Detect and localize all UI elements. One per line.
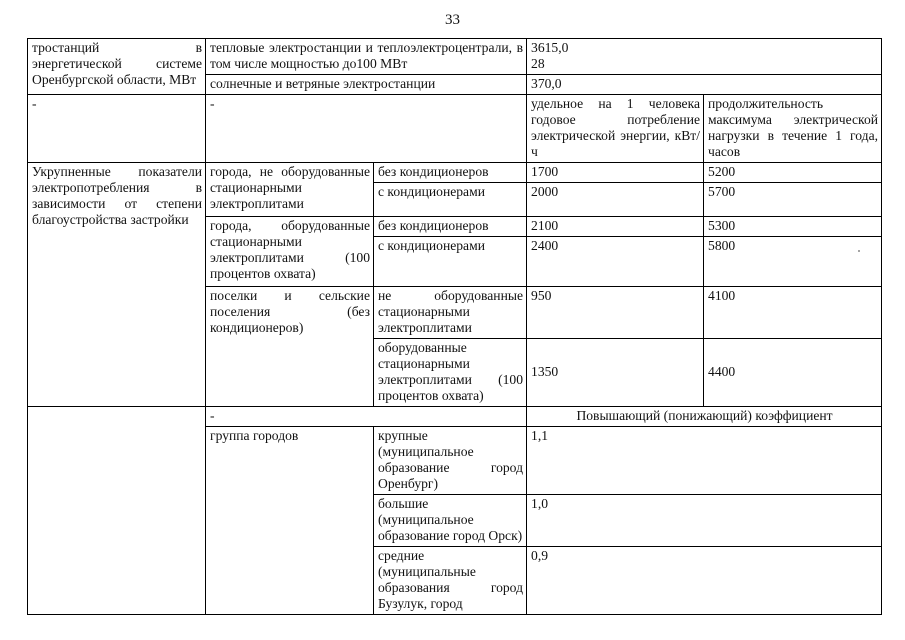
solar-wind-plants-value: 370,0 [527, 75, 882, 95]
group-type: без кондиционеров [374, 163, 527, 183]
consumption-column-header: удельное на 1 человека годовое потребление электрической энергии, кВт/ч [527, 95, 704, 163]
duration-value: 5200 [704, 163, 882, 183]
consumption-value: 950 [527, 287, 704, 339]
consumption-value: 2400 [527, 237, 704, 287]
group-name: города, оборудованные стационарными электроплитами (100 процентов охвата) [206, 217, 374, 287]
duration-value: 4400 [704, 339, 882, 407]
thermal-plants-value [527, 39, 882, 75]
duration-value: 5700 [704, 183, 882, 217]
power-plants-label: тростанций в энергетической системе Оренбургской области, МВт [28, 39, 206, 95]
consumption-value: 2000 [527, 183, 704, 217]
coefficient-value: 1,1 [527, 427, 882, 495]
consolidated-indicators-label: Укрупненные показатели электропотребления в зависимости от степени благоустройства застройки [28, 163, 206, 407]
group-name: поселки и сельские поселения (без кондиционеров) [206, 287, 374, 407]
solar-wind-plants-item: солнечные и ветряные электростанции [206, 75, 527, 95]
table-row [28, 95, 882, 163]
group-type: с кондиционерами [374, 183, 527, 217]
scan-dot [858, 250, 860, 252]
thermal-plants-value-total: 3615,0 [531, 40, 569, 55]
group-type: без кондиционеров [374, 217, 527, 237]
coefficient-dash: - [206, 407, 527, 427]
electricity-indicators-table [27, 38, 882, 615]
table-row [28, 163, 882, 183]
empty-cell [28, 407, 206, 615]
consumption-value: 1350 [527, 339, 704, 407]
duration-value: 4100 [704, 287, 882, 339]
table-row [28, 407, 882, 427]
city-type: крупные (муниципальное образование город Оренбург) [374, 427, 527, 495]
page-number: 33 [445, 12, 460, 28]
thermal-plants-value-small: 28 [531, 56, 545, 71]
city-type: средние (муниципальные образования город Бузулук, город [374, 547, 527, 615]
consumption-value: 1700 [527, 163, 704, 183]
duration-value: 5800 [704, 237, 882, 287]
table-row [28, 39, 882, 75]
coefficient-value: 0,9 [527, 547, 882, 615]
coefficient-header: Повышающий (понижающий) коэффициент [527, 407, 882, 427]
thermal-plants-item: тепловые электростанции и теплоэлектроцентрали, в том числе мощностью до100 МВт [206, 39, 527, 75]
duration-value: 5300 [704, 217, 882, 237]
group-type: не оборудованные стационарными электроплитами [374, 287, 527, 339]
group-type: с кондиционерами [374, 237, 527, 287]
group-type: оборудованные стационарными электроплитами (100 процентов охвата) [374, 339, 527, 407]
header-dash: - [206, 95, 527, 163]
consumption-value: 2100 [527, 217, 704, 237]
coefficient-value: 1,0 [527, 495, 882, 547]
city-type: большие (муниципальное образование город Орск) [374, 495, 527, 547]
duration-column-header: продолжительность максимума электрической нагрузки в течение 1 года, часов [704, 95, 882, 163]
header-dash: - [28, 95, 206, 163]
group-name: города, не оборудованные стационарными электроплитами [206, 163, 374, 217]
city-group-label: группа городов [206, 427, 374, 615]
